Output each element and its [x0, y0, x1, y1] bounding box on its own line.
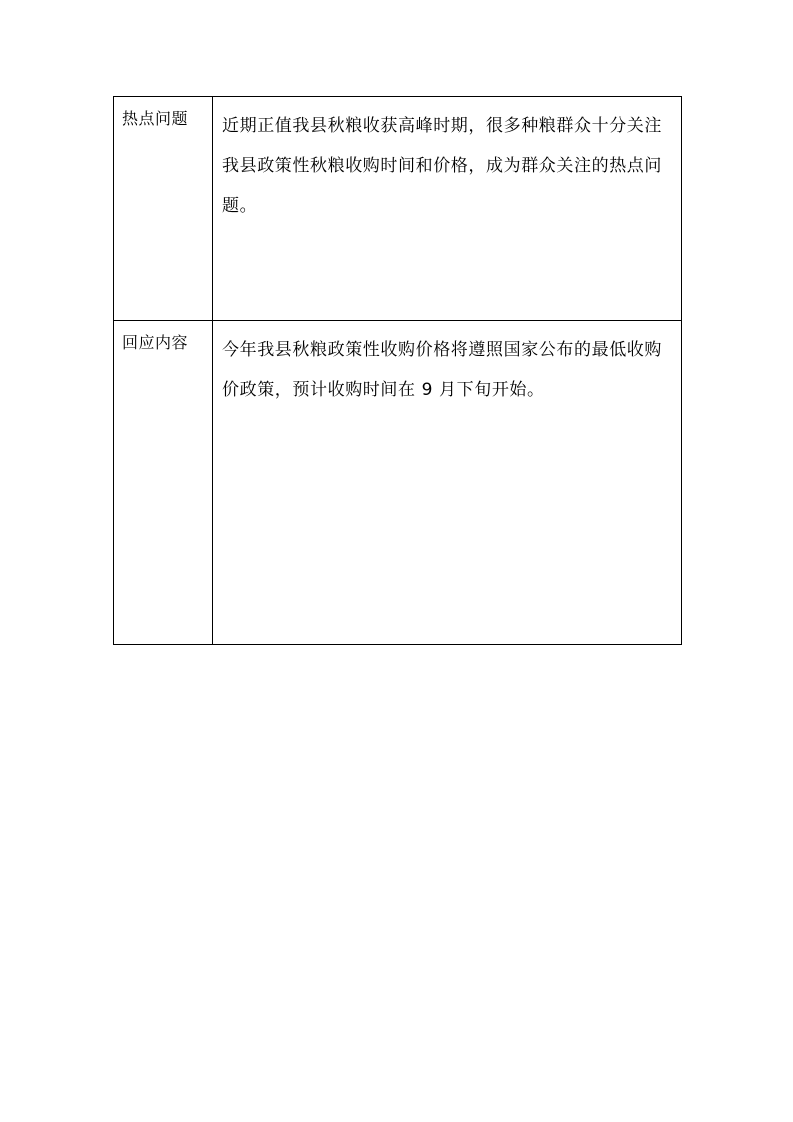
hotspot-response-table	[113, 96, 682, 645]
label-cell	[114, 97, 213, 321]
row-label: 热点问题	[122, 109, 189, 128]
label-cell	[114, 321, 213, 645]
table-row-hot-issue	[114, 97, 682, 321]
row-content: 近期正值我县秋粮收获高峰时期，很多种粮群众十分关注我县政策性秋粮收购时间和价格，成为群众关注的热点问题。	[222, 116, 662, 216]
content-cell	[213, 321, 682, 645]
table-row-response	[114, 321, 682, 645]
row-content: 今年我县秋粮政策性收购价格将遵照国家公布的最低收购价政策，预计收购时间在 9 月下旬开始。	[222, 340, 662, 400]
row-label: 回应内容	[122, 333, 189, 352]
content-cell	[213, 97, 682, 321]
